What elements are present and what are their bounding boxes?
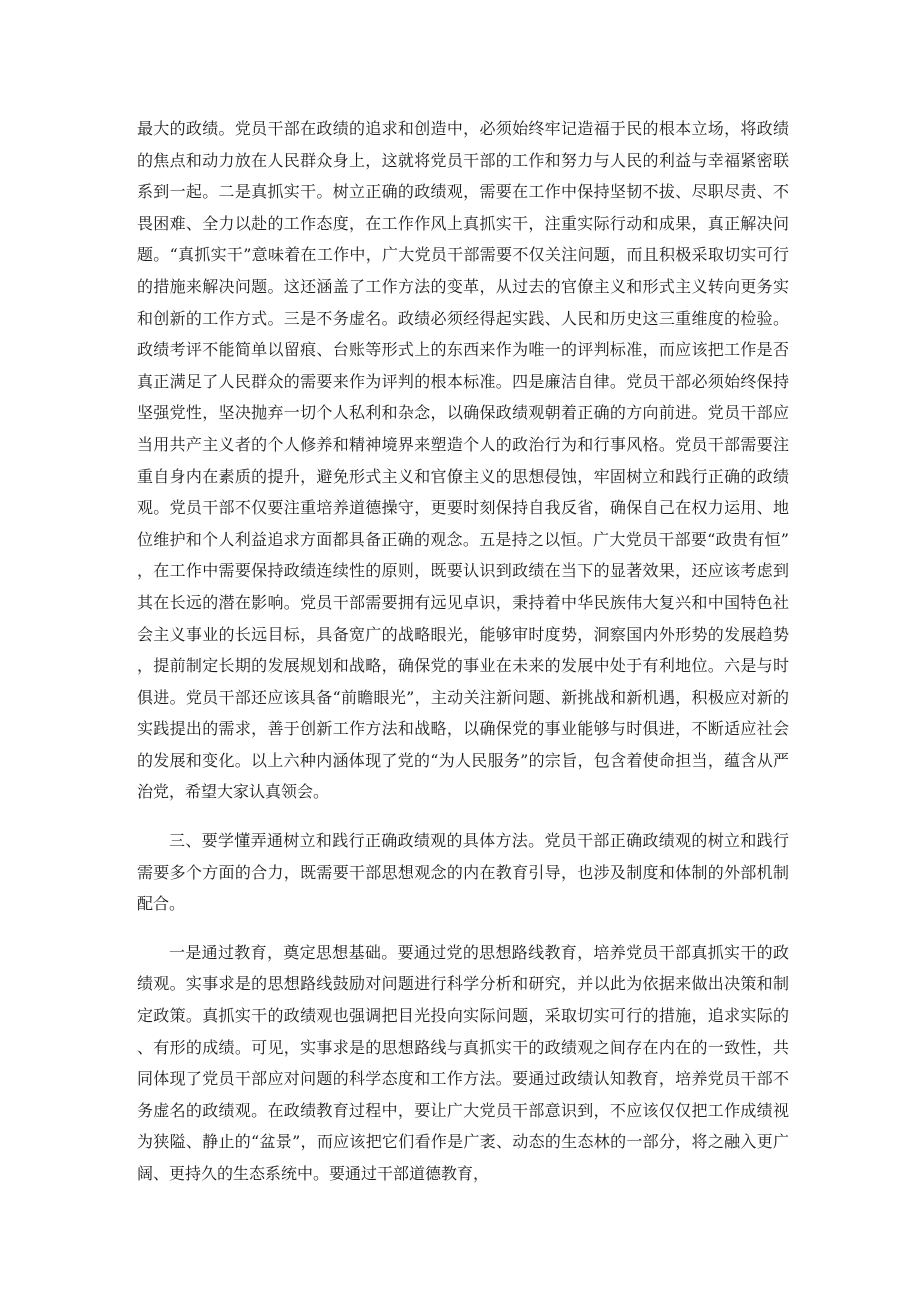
- paragraph-education: 一是通过教育，奠定思想基础。要通过党的思想路线教育，培养党员干部真抓实干的政绩观。实事求是的思想路线鼓励对问题进行科学分析和研究，并以此为依据来做出决策和制定政策。真抓实干的政绩观也强调把目光投向实际问题，采取切实可行的措施，追求实际的、有形的成绩。可见，实事求是的思想路线与真抓实干的政绩观之间存在内在的一致性，共同体现了党员干部应对问题的科学态度和工作方法。要通过政绩认知教育，培养党员干部不务虚名的政绩观。在政绩教育过程中，要让广大党员干部意识到，不应该仅仅把工作成绩视为狭隘、静止的“盆景”，而应该把它们看作是广袤、动态的生态林的一部分，将之融入更广阔、更持久的生态系统中。要通过干部道德教育，: [137, 942, 789, 1183]
- document-body: [137, 113, 789, 1207]
- paragraph-continuation: 最大的政绩。党员干部在政绩的追求和创造中，必须始终牢记造福于民的根本立场，将政绩的焦点和动力放在人民群众身上，这就将党员干部的工作和努力与人民的利益与幸福紧密联系到一起。二是真抓实干。树立正确的政绩观，需要在工作中保持坚韧不拔、尽职尽责、不畏困难、全力以赴的工作态度，在工作作风上真抓实干，注重实际行动和成果，真正解决问题。“真抓实干”意味着在工作中，广大党员干部需要不仅关注问题，而且积极采取切实可行的措施来解决问题。这还涵盖了工作方法的变革，从过去的官僚主义和形式主义转向更务实和创新的工作方式。三是不务虚名。政绩必须经得起实践、人民和历史这三重维度的检验。政绩考评不能简单以留痕、台账等形式上的东西来作为唯一的评判标准，而应该把工作是否真正满足了人民群众的需要来作为评判的根本标准。四是廉洁自律。党员干部必须始终保持坚强党性，坚决抛弃一切个人私利和杂念，以确保政绩观朝着正确的方向前进。党员干部应当用共产主义者的个人修养和精神境界来塑造个人的政治行为和行事风格。党员干部需要注重自身内在素质的提升，避免形式主义和官僚主义的思想侵蚀，牢固树立和践行正确的政绩观。党员干部不仅要注重培养道德操守，更要时刻保持自我反省，确保自己在权力运用、地位维护和个人利益追求方面都具备正确的观念。五是持之以恒。广大党员干部要“政贵有恒”，在工作中需要保持政绩连续性的原则，既要认识到政绩在当下的显著效果，还应该考虑到其在长远的潜在影响。党员干部需要拥有远见卓识，秉持着中华民族伟大复兴和中国特色社会主义事业的长远目标，具备宽广的战略眼光，能够审时度势，洞察国内外形势的发展趋势，提前制定长期的发展规划和战略，确保党的事业在未来的发展中处于有利地位。六是与时俱进。党员干部还应该具备“前瞻眼光”，主动关注新问题、新挑战和新机遇，积极应对新的实践提出的需求，善于创新工作方法和战略，以确保党的事业能够与时俱进，不断适应社会的发展和变化。以上六种内涵体现了党的“为人民服务”的宗旨，包含着使命担当，蕴含从严治党，希望大家认真领会。: [137, 119, 789, 802]
- paragraph-section-three: 三、要学懂弄通树立和践行正确政绩观的具体方法。党员干部正确政绩观的树立和践行需要多个方面的合力，既需要干部思想观念的内在教育引导，也涉及制度和体制的外部机制配合。: [137, 831, 789, 914]
